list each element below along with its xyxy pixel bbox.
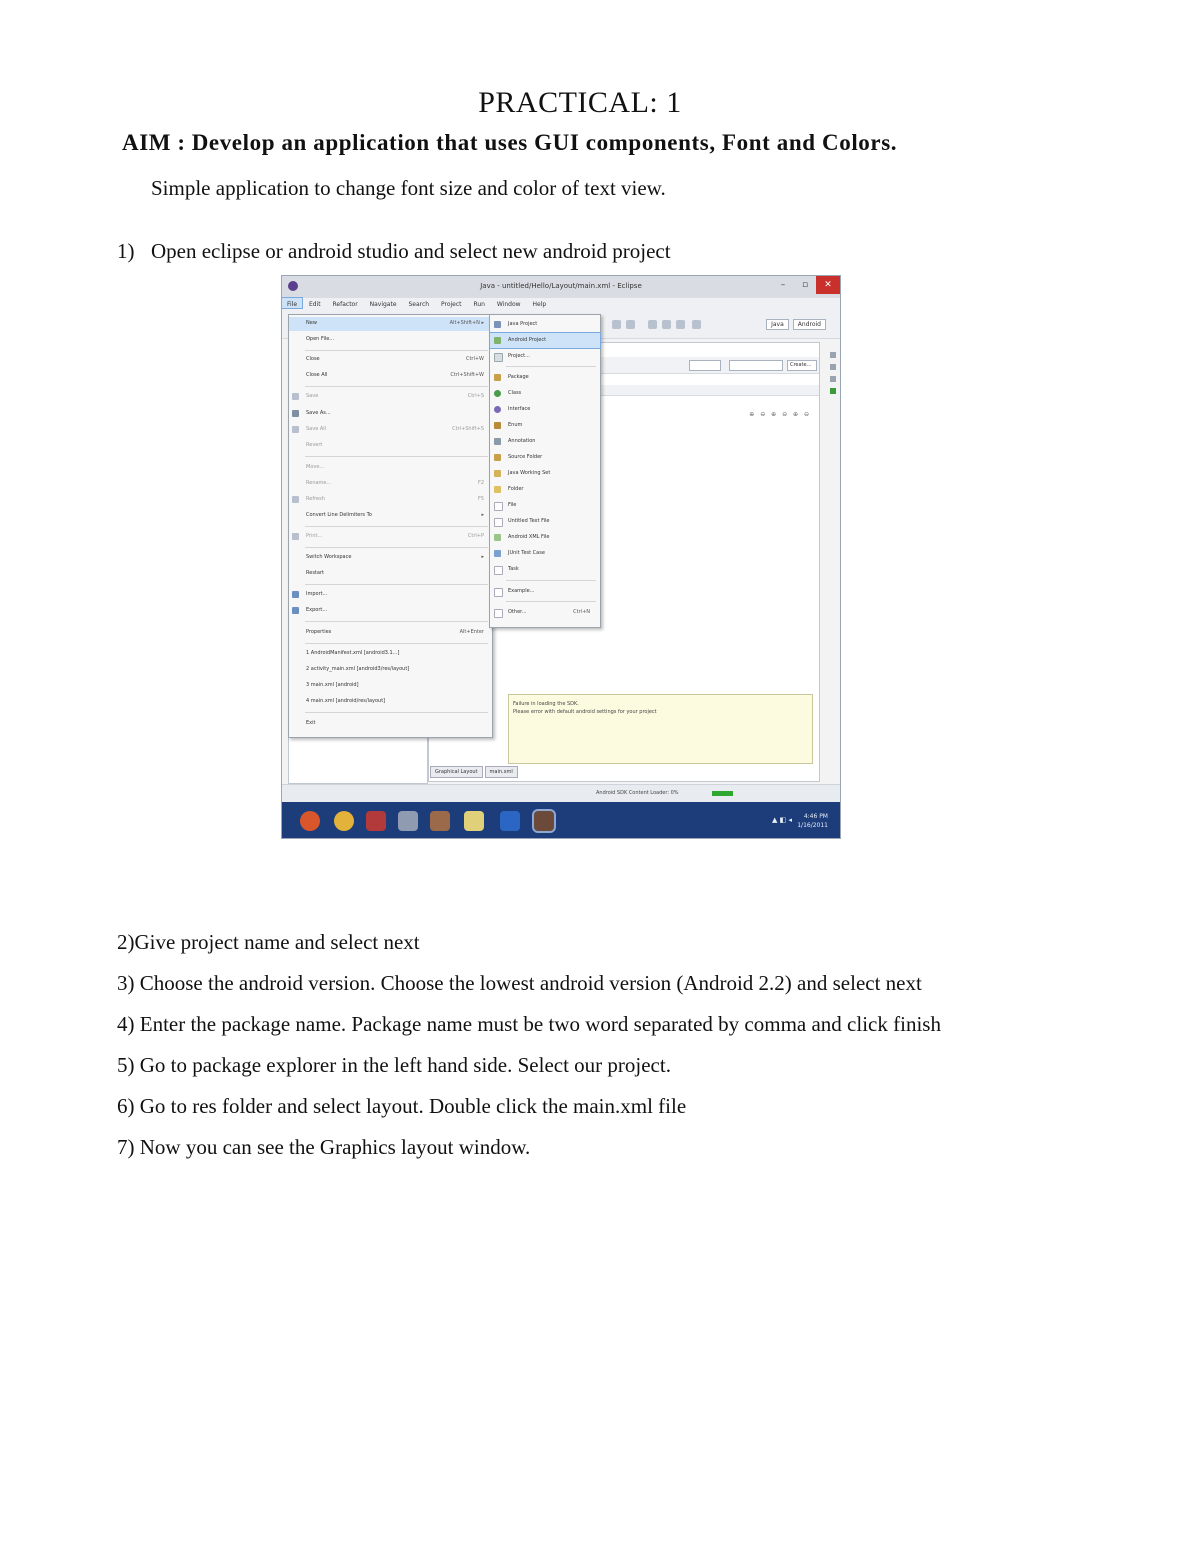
file-menu-item-switch-workspace[interactable] — [289, 551, 492, 565]
submenu-item-interface[interactable] — [490, 402, 600, 417]
step-7: 7) Now you can see the Graphics layout window. — [117, 1135, 531, 1159]
menu-navigate[interactable]: Navigate — [369, 301, 397, 308]
menu-item-shortcut: Ctrl+W — [465, 356, 484, 362]
clock-time: 4:46 PM — [803, 813, 828, 820]
menu-search[interactable]: Search — [408, 301, 430, 308]
menu-item-label: Close — [306, 356, 320, 362]
menu-edit[interactable]: Edit — [308, 301, 321, 308]
file-menu — [288, 314, 493, 738]
android-project-icon — [494, 337, 501, 344]
text-file-icon — [494, 518, 503, 527]
menu-bar — [282, 298, 840, 313]
menu-item-label: 3 main.xml [android] — [306, 682, 359, 688]
console-panel — [508, 694, 813, 764]
window-titlebar — [282, 276, 840, 298]
submenu-item-untitled-text-file[interactable] — [490, 514, 600, 529]
tasks-icon[interactable] — [830, 364, 836, 370]
menu-project[interactable]: Project — [441, 301, 462, 308]
eclipse-screenshot — [281, 275, 841, 839]
right-toolbar — [828, 346, 838, 476]
submenu-item-example[interactable] — [490, 584, 600, 599]
file-menu-item-revert[interactable] — [289, 439, 492, 453]
print-icon — [292, 533, 299, 540]
app-icon[interactable] — [430, 811, 450, 831]
menu-item-shortcut: Ctrl+Shift+W — [450, 372, 484, 378]
submenu-item-annotation[interactable] — [490, 434, 600, 449]
system-tray[interactable]: ▲ ◧ ◂ — [772, 816, 792, 824]
xml-file-icon — [494, 534, 501, 541]
status-progress-bar — [712, 791, 733, 796]
enum-icon — [494, 422, 501, 429]
menu-item-label: Java Project — [508, 321, 538, 327]
file-menu-item-move[interactable] — [289, 461, 492, 475]
menu-separator — [506, 580, 596, 581]
other-icon — [494, 609, 503, 618]
windows-taskbar — [282, 802, 840, 839]
menu-help[interactable]: Help — [532, 301, 547, 308]
menu-separator — [506, 366, 596, 367]
perspective-android[interactable]: Android — [793, 319, 826, 330]
step-5: 5) Go to package explorer in the left hand side. Select our project. — [117, 1053, 671, 1077]
create-combo[interactable]: Create... — [787, 360, 817, 371]
file-menu-item-rename[interactable] — [289, 477, 492, 491]
junit-icon — [494, 550, 501, 557]
working-set-icon — [494, 470, 501, 477]
menu-item-label: Export... — [306, 607, 328, 613]
menu-window[interactable]: Window — [496, 301, 521, 308]
submenu-item-project[interactable] — [490, 349, 600, 364]
status-text: Android SDK Content Loader: 0% — [596, 790, 679, 796]
submenu-item-android-xml-file[interactable] — [490, 530, 600, 545]
menu-item-label: Interface — [508, 406, 531, 412]
menu-item-label: Restart — [306, 570, 324, 576]
submenu-item-folder[interactable] — [490, 482, 600, 497]
file-menu-item-recent-2[interactable] — [289, 663, 492, 677]
file-menu-item-close-all[interactable] — [289, 369, 492, 383]
file-menu-item-recent-3[interactable] — [289, 679, 492, 693]
menu-item-label: Refresh — [306, 496, 325, 502]
file-menu-item-recent-1[interactable] — [289, 647, 492, 661]
file-menu-item-save-as[interactable] — [289, 407, 492, 421]
import-icon — [292, 591, 299, 598]
source-folder-icon — [494, 454, 501, 461]
console-line: Please error with default android settings for your project — [513, 709, 657, 715]
perspective-java[interactable]: Java — [766, 319, 789, 330]
menu-separator — [506, 601, 596, 602]
step-1 — [117, 239, 671, 264]
class-icon — [494, 390, 501, 397]
project-icon — [494, 353, 503, 362]
tab-main-xml[interactable]: main.xml — [485, 766, 518, 778]
java-project-icon — [494, 321, 501, 328]
menu-item-shortcut: F2 — [477, 480, 484, 486]
interface-icon — [494, 406, 501, 413]
menu-item-label: Print... — [306, 533, 323, 539]
maximize-button[interactable]: ▫ — [801, 280, 809, 290]
aim-label: AIM : — [122, 130, 186, 155]
example-icon — [494, 588, 503, 597]
menu-item-label: Switch Workspace — [306, 554, 352, 560]
menu-item-label: Close All — [306, 372, 328, 378]
file-menu-item-exit[interactable] — [289, 717, 492, 731]
outline-panel — [288, 736, 428, 784]
console-line: Failure in loading the SDK. — [513, 701, 579, 707]
menu-separator — [305, 643, 488, 644]
file-menu-item-open-file[interactable] — [289, 333, 492, 347]
menu-item-shortcut: Alt+Enter — [459, 629, 484, 635]
clock — [797, 812, 828, 830]
menu-item-label: JUnit Test Case — [508, 550, 545, 556]
menu-item-label: Save All — [306, 426, 327, 432]
menu-item-label: Rename... — [306, 480, 332, 486]
menu-item-label: Exit — [306, 720, 316, 726]
firefox-icon[interactable] — [300, 811, 320, 831]
task-icon — [494, 566, 503, 575]
file-menu-item-close[interactable] — [289, 353, 492, 367]
menu-file[interactable]: File — [282, 298, 302, 308]
eclipse-icon[interactable] — [534, 811, 554, 831]
menu-item-shortcut: ▸ — [481, 554, 484, 560]
device-combo[interactable] — [689, 360, 721, 371]
debug-icon[interactable] — [626, 320, 635, 329]
step-2: 2)Give project name and select next — [117, 930, 420, 954]
menu-separator — [305, 621, 488, 622]
submenu-item-junit-test-case[interactable] — [490, 546, 600, 561]
menu-item-label: 2 activity_main.xml [android3/res/layout] — [306, 666, 410, 672]
submenu-item-enum[interactable] — [490, 418, 600, 433]
android-icon[interactable] — [830, 388, 836, 394]
submenu-item-java-project[interactable] — [490, 317, 600, 332]
page-title: PRACTICAL: 1 — [478, 86, 682, 119]
window-title: Java - untitled/Hello/Layout/main.xml - Eclipse — [480, 282, 642, 290]
menu-separator — [305, 584, 488, 585]
pin-icon[interactable] — [692, 320, 701, 329]
menu-item-label: Source Folder — [508, 454, 543, 460]
intro-text: Simple application to change font size and color of text view. — [151, 176, 666, 200]
menu-item-shortcut: F5 — [477, 496, 484, 502]
folder-icon — [494, 486, 501, 493]
step-4: 4) Enter the package name. Package name must be two word separated by comma and click finish — [117, 1012, 941, 1036]
menu-item-label: Other... — [508, 609, 527, 615]
menu-item-label: File — [508, 502, 517, 508]
file-menu-item-restart[interactable] — [289, 567, 492, 581]
menu-item-label: Move... — [306, 464, 325, 470]
app-icon[interactable] — [398, 811, 418, 831]
menu-item-label: Java Working Set — [508, 470, 551, 476]
new-submenu — [489, 314, 601, 628]
menu-item-shortcut: Ctrl+Shift+S — [452, 426, 484, 432]
file-menu-item-save[interactable] — [289, 390, 492, 404]
menu-separator — [305, 386, 488, 387]
perspective-switcher — [762, 319, 826, 330]
file-menu-item-new[interactable] — [289, 317, 492, 331]
problems-icon[interactable] — [830, 376, 836, 382]
step-list — [117, 928, 941, 1174]
submenu-item-class[interactable] — [490, 386, 600, 401]
menu-item-label: 4 main.xml [android/res/layout] — [306, 698, 386, 704]
theme-combo[interactable] — [729, 360, 783, 371]
file-menu-item-save-all[interactable] — [289, 423, 492, 437]
step-1-text: Open eclipse or android studio and select new android project — [151, 239, 671, 263]
file-menu-item-recent-4[interactable] — [289, 695, 492, 709]
menu-item-label: Save As... — [306, 410, 331, 416]
back-icon[interactable] — [648, 320, 657, 329]
menu-run[interactable]: Run — [473, 301, 485, 308]
submenu-item-file[interactable] — [490, 498, 600, 513]
menu-item-label: Class — [508, 390, 522, 396]
menu-item-shortcut: Alt+Shift+N ▸ — [449, 320, 484, 326]
annotation-icon — [494, 438, 501, 445]
menu-item-label: Task — [508, 566, 519, 572]
status-bar — [282, 784, 840, 803]
save-icon — [292, 393, 299, 400]
step-1-number: 1) — [117, 239, 135, 263]
folder-icon[interactable] — [464, 811, 484, 831]
save-all-icon — [292, 426, 299, 433]
file-menu-item-convert-line-delimiters[interactable] — [289, 509, 492, 523]
menu-item-shortcut: Ctrl+N — [573, 609, 590, 615]
editor-tabs — [430, 766, 520, 778]
close-button[interactable]: ✕ — [816, 276, 840, 294]
file-icon — [494, 502, 503, 511]
file-menu-item-export[interactable] — [289, 604, 492, 618]
forward-icon[interactable] — [662, 320, 671, 329]
menu-item-label: Import... — [306, 591, 328, 597]
menu-separator — [305, 712, 488, 713]
menu-separator — [305, 526, 488, 527]
step-3: 3) Choose the android version. Choose the lowest android version (Android 2.2) and select next — [117, 971, 922, 995]
menu-item-label: Convert Line Delimiters To — [306, 512, 372, 518]
history-icon[interactable] — [676, 320, 685, 329]
file-menu-item-import[interactable] — [289, 588, 492, 602]
menu-item-shortcut: Ctrl+S — [467, 393, 484, 399]
menu-item-shortcut: ▸ — [481, 512, 484, 518]
refresh-icon — [292, 496, 299, 503]
menu-item-label: Revert — [306, 442, 323, 448]
file-menu-item-refresh[interactable] — [289, 493, 492, 507]
minimize-button[interactable]: – — [780, 280, 786, 290]
menu-item-label: Package — [508, 374, 529, 380]
file-menu-item-properties[interactable] — [289, 626, 492, 640]
menu-item-label: Example... — [508, 588, 535, 594]
submenu-item-android-project[interactable] — [490, 333, 600, 348]
menu-item-label: Properties — [306, 629, 332, 635]
submenu-item-source-folder[interactable] — [490, 450, 600, 465]
menu-item-shortcut: Ctrl+P — [467, 533, 484, 539]
menu-refactor[interactable]: Refactor — [332, 301, 358, 308]
aim-text: Develop an application that uses GUI components, Font and Colors. — [191, 130, 898, 155]
menu-item-label: Untitled Text File — [508, 518, 550, 524]
file-menu-item-print[interactable] — [289, 530, 492, 544]
submenu-item-package[interactable] — [490, 370, 600, 385]
menu-item-label: Annotation — [508, 438, 536, 444]
export-icon — [292, 607, 299, 614]
menu-item-label: Enum — [508, 422, 523, 428]
menu-item-label: Android XML File — [508, 534, 550, 540]
package-icon — [494, 374, 501, 381]
menu-item-label: Save — [306, 393, 319, 399]
menu-item-label: New — [306, 320, 317, 326]
chrome-icon[interactable] — [334, 811, 354, 831]
menu-separator — [305, 350, 488, 351]
tab-graphical-layout[interactable]: Graphical Layout — [430, 766, 483, 778]
run-icon[interactable] — [612, 320, 621, 329]
menu-item-label: Folder — [508, 486, 524, 492]
menu-item-label: 1 AndroidManifest.xml [android3.1...] — [306, 650, 400, 656]
submenu-item-java-working-set[interactable] — [490, 466, 600, 481]
app-icon[interactable] — [366, 811, 386, 831]
menu-item-label: Project... — [508, 353, 530, 359]
clock-date: 1/16/2011 — [797, 822, 828, 829]
save-as-icon — [292, 410, 299, 417]
menu-separator — [305, 547, 488, 548]
aim-statement — [122, 130, 897, 156]
submenu-item-task[interactable] — [490, 562, 600, 577]
menu-item-label: Open File... — [306, 336, 335, 342]
menu-item-label: Android Project — [508, 337, 547, 343]
menu-separator — [305, 456, 488, 457]
outline-icon[interactable] — [830, 352, 836, 358]
zoom-controls[interactable]: ⊕ ⊖ ⊕ ⊖ ⊕ ⊖ — [749, 411, 811, 418]
word-icon[interactable] — [500, 811, 520, 831]
submenu-item-other[interactable] — [490, 605, 600, 620]
step-6: 6) Go to res folder and select layout. Double click the main.xml file — [117, 1094, 687, 1118]
